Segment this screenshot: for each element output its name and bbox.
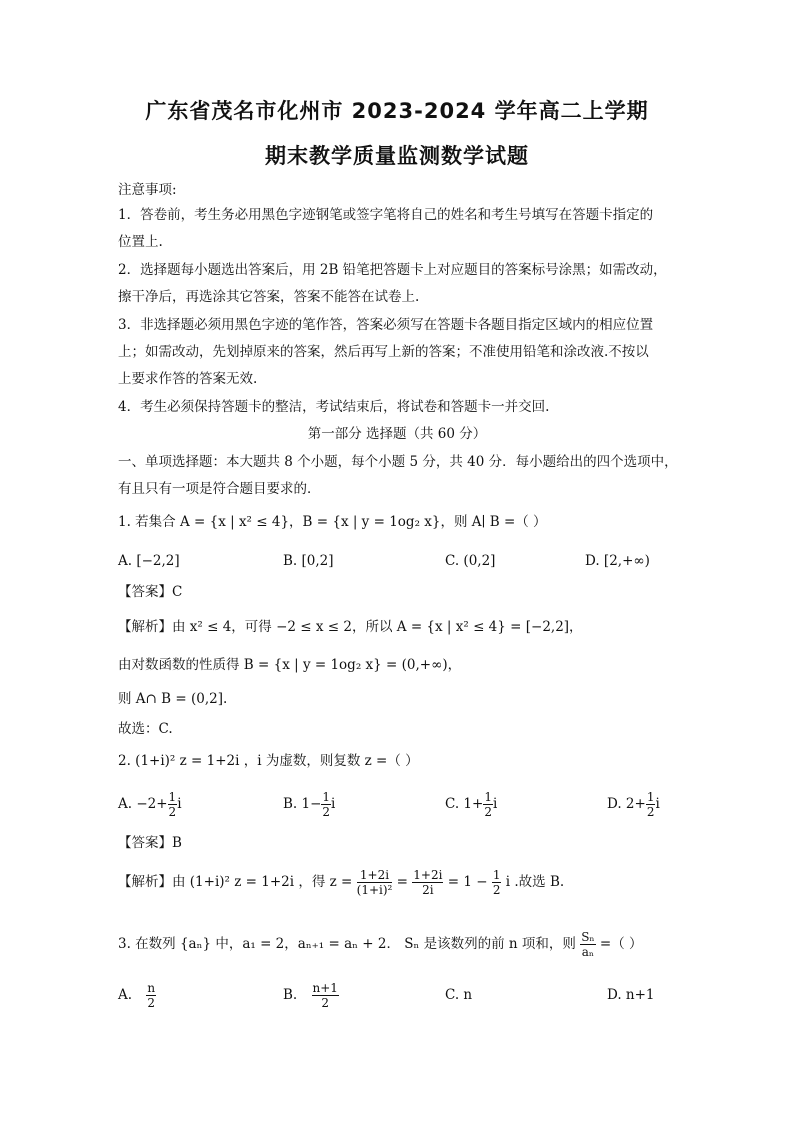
section-heading: 第一部分 选择题（共 60 分） (307, 426, 487, 442)
q2-option-a-num: 1 (168, 790, 177, 804)
q1-answer: 【答案】C (118, 584, 183, 600)
q3-option-a-label: A. (118, 987, 133, 1003)
q2-option-b-num: 1 (322, 790, 331, 804)
q2-option-b (283, 790, 335, 819)
q2-option-a-prefix: A. −2+ (118, 796, 168, 812)
notice-heading: 注意事项: (118, 182, 177, 198)
q2-option-a-suffix: i (177, 796, 182, 812)
section-intro-1: 一、单项选择题：本大题共 8 个小题，每个小题 5 分，共 40 分．每小题给出的四个选项中， (118, 454, 678, 470)
q3-option-c: C. n (445, 987, 473, 1003)
q3-option-b-label: B. (283, 987, 298, 1003)
q2-option-c-prefix: C. 1+ (445, 796, 484, 812)
q2-analysis-frac2-den: 2i (422, 883, 434, 897)
q2-option-c-num: 1 (484, 790, 492, 804)
q3-option-a-frac (146, 981, 156, 1010)
q2-analysis-frac3-den: 2 (492, 883, 501, 897)
q2-option-d-prefix: D. 2+ (607, 796, 646, 812)
notice-item-3c: 上要求作答的答案无效. (118, 371, 258, 387)
q2-option-a-den: 2 (168, 805, 177, 819)
q2-analysis-frac3 (492, 868, 502, 897)
q1-analysis-3: 则 A∩ B = (0,2]. (118, 691, 228, 707)
q2-analysis-frac1-num: 1+2i (357, 868, 393, 883)
q2-option-d-suffix: i (655, 796, 660, 812)
q2-analysis (118, 868, 678, 897)
q1-stem: 1. 若集合 A = {x | x² ≤ 4}，B = {x | y = 1og₂ x}，则 A∣ B =（ ） (118, 514, 547, 530)
q2-option-d-den: 2 (646, 805, 655, 819)
q3-stem-suffix: =（ ） (599, 936, 643, 952)
notice-item-3a: 3．非选择题必须用黑色字迹的笔作答，答案必须写在答题卡各题目指定区域内的相应位置 (118, 317, 654, 333)
q2-option-b-den: 2 (322, 805, 331, 819)
q2-option-d (607, 790, 660, 819)
q2-option-a (118, 790, 182, 819)
q2-analysis-frac2-num: 1+2i (413, 868, 443, 882)
q3-stem-frac (580, 930, 595, 959)
notice-item-2a: 2．选择题每小题选出答案后，用 2B 铅笔把答题卡上对应题目的答案标号涂黑；如需改动， (118, 262, 667, 278)
notice-item-4: 4．考生必须保持答题卡的整洁，考试结束后，将试卷和答题卡一并交回. (118, 399, 550, 415)
q3-stem-frac-den: aₙ (581, 945, 595, 959)
q2-stem: 2. (1+i)² z = 1+2i ，i 为虚数，则复数 z =（ ） (118, 753, 419, 769)
q2-option-c (445, 790, 497, 819)
q2-analysis-prefix: 【解析】由 (1+i)² z = 1+2i ，得 z = (118, 874, 353, 890)
notice-item-3b: 上；如需改动，先划掉原来的答案，然后再写上新的答案；不准使用铅笔和涂改液.不按以 (118, 344, 649, 360)
q3-stem-frac-num: Sₙ (581, 930, 595, 944)
q2-analysis-eq: = (396, 874, 408, 890)
q2-option-d-num: 1 (646, 790, 655, 804)
q2-analysis-eq2: = 1 − (447, 874, 488, 890)
q2-option-c-suffix: i (492, 796, 498, 812)
q3-stem-prefix: 3. 在数列 {aₙ} 中，a₁ = 2，aₙ₊₁ = aₙ + 2． Sₙ 是该数列的前 n 项和，则 (118, 936, 576, 952)
q2-option-b-frac (321, 790, 331, 819)
q2-option-b-prefix: B. 1− (283, 796, 322, 812)
q2-option-c-frac (483, 790, 493, 819)
exam-title-line2: 期末教学质量监测数学试题 (265, 144, 529, 168)
q3-option-b (283, 981, 339, 1010)
q3-option-a-den: 2 (147, 996, 156, 1010)
notice-item-1b: 位置上. (118, 234, 163, 250)
q3-option-d: D. n+1 (607, 987, 655, 1003)
q2-analysis-frac2 (412, 868, 443, 897)
notice-item-2b: 擦干净后，再选涂其它答案，答案不能答在试卷上. (118, 289, 420, 305)
q1-analysis-4: 故选：C. (118, 721, 173, 737)
q1-analysis-2: 由对数函数的性质得 B = {x | y = 1og₂ x} = (0,+∞)， (118, 657, 462, 673)
section-intro-2: 有且只有一项是符合题目要求的． (118, 481, 321, 497)
exam-title-line1: 广东省茂名市化州市 2023-2024 学年高二上学期 (145, 99, 649, 123)
q1-option-a: A. [−2,2] (118, 553, 180, 569)
q3-stem (118, 930, 678, 959)
q1-option-c: C. (0,2] (445, 553, 496, 569)
q3-option-b-frac (312, 981, 339, 1010)
q1-option-d: D. [2,+∞) (585, 553, 650, 569)
q3-option-b-den: 2 (321, 996, 330, 1010)
q3-option-b-num: n+1 (312, 981, 338, 995)
q2-analysis-suffix: i .故选 B. (505, 874, 565, 890)
q2-analysis-frac3-num: 1 (492, 868, 501, 882)
q1-option-b: B. [0,2] (283, 553, 334, 569)
q3-option-a (118, 981, 156, 1010)
q2-option-c-den: 2 (484, 805, 492, 819)
q2-analysis-frac1 (357, 868, 393, 897)
q3-option-a-num: n (147, 981, 156, 995)
q2-analysis-frac1-den: (1+i)² (356, 883, 393, 897)
q1-analysis-1: 【解析】由 x² ≤ 4，可得 −2 ≤ x ≤ 2，所以 A = {x | x² ≤ 4} = [−2,2]， (118, 619, 583, 635)
q2-answer: 【答案】B (118, 835, 182, 851)
q2-option-a-frac (168, 790, 178, 819)
notice-item-1a: 1．答卷前，考生务必用黑色字迹钢笔或签字笔将自己的姓名和考生号填写在答题卡指定的 (118, 207, 654, 223)
q2-option-b-suffix: i (331, 796, 336, 812)
